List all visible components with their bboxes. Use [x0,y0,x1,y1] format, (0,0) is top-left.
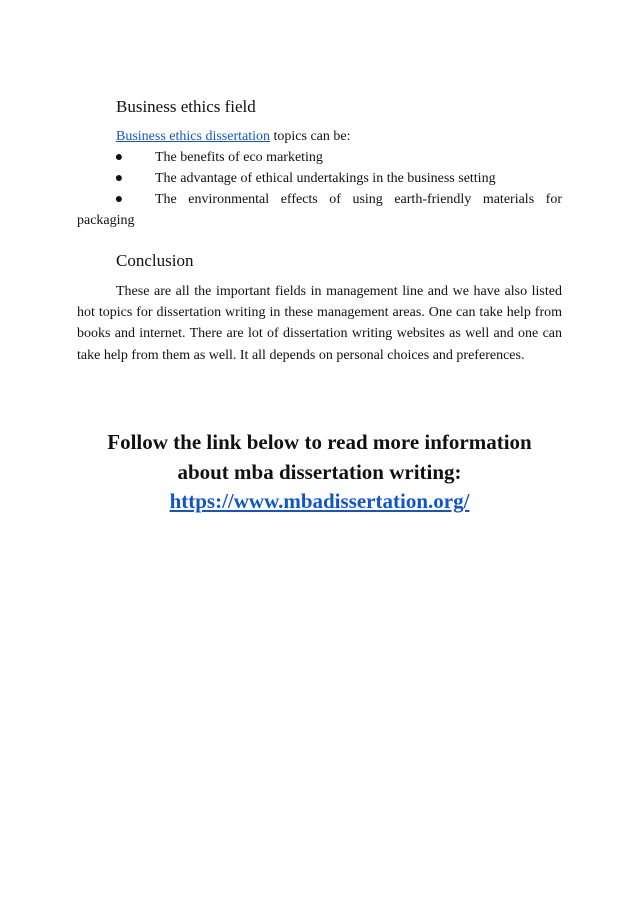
business-ethics-heading: Business ethics field [116,97,256,116]
business-ethics-dissertation-link[interactable]: Business ethics dissertation [116,129,270,144]
bullet-text-continuation: packaging [77,213,135,228]
bullet-dot-icon: ● [114,171,124,186]
bullet-text: The environmental effects of using earth-friendly materials for [155,192,562,207]
bullet-item [112,190,562,210]
bullet-text: The advantage of ethical undertakings in the business setting [155,171,496,186]
intro-rest-text: topics can be: [270,129,351,144]
conclusion-paragraph: These are all the important fields in management line and we have also listed hot topics for dissertation writing in these management areas. One can take help from books and internet. There are lot of dissertation writing websites as well and one can take help from them as well. It all depends on personal choices and preferences. [77,284,562,363]
bullet-item [112,169,562,189]
bullet-item [112,148,562,168]
mba-dissertation-url-link[interactable]: https://www.mbadissertation.org/ [169,489,470,513]
cta-line-1: Follow the link below to read more information [107,430,532,454]
bullet-dot-icon: ● [114,192,124,207]
bullet-text: The benefits of eco marketing [155,150,323,165]
conclusion-heading: Conclusion [116,251,194,270]
cta-line-2: about mba dissertation writing: [177,460,462,484]
cta-link-line [77,487,562,516]
bullet-dot-icon: ● [114,150,124,165]
business-ethics-intro [116,127,350,147]
